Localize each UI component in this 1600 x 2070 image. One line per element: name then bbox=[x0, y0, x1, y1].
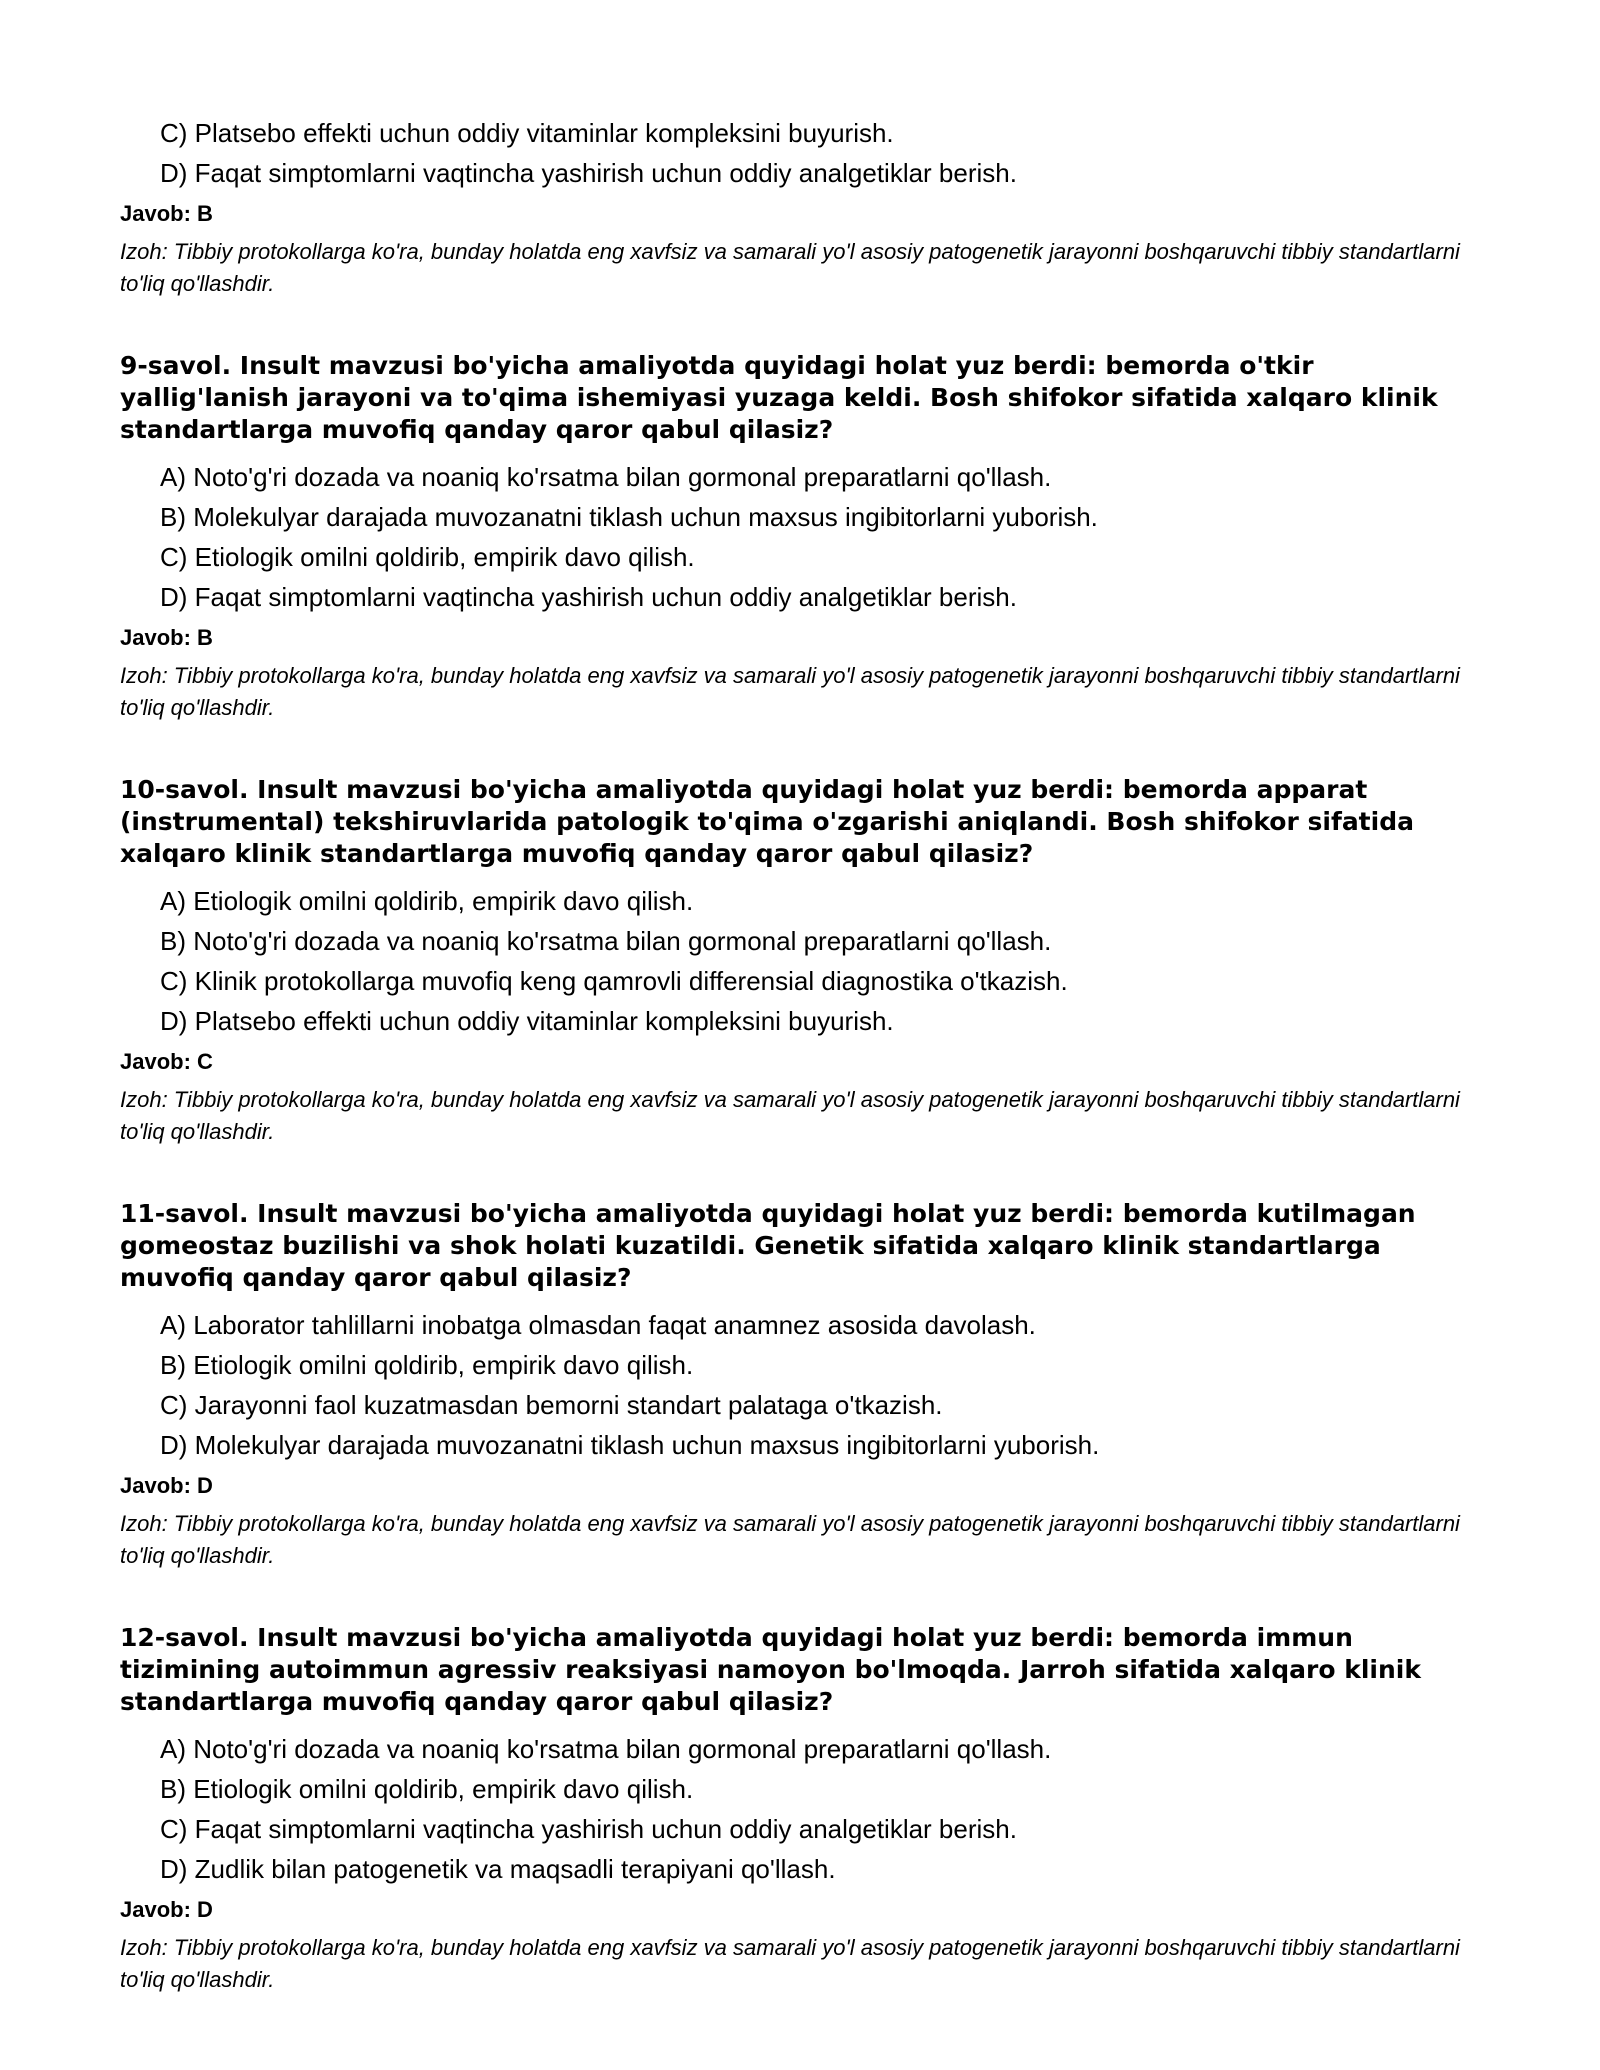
question-title: 10-savol. Insult mavzusi bo'yicha amaliyotda quyidagi holat yuz berdi: bemorda apparat (instrumental) tekshiruvlarida patologik to'qima o'zgarishi aniqlandi. Bosh shifokor sifatida xalqaro klinik standartlarga muvofiq qanday qaror qabul qilasiz? bbox=[120, 775, 1414, 868]
option-b: B) Molekulyar darajada muvozanatni tiklash uchun maxsus ingibitorlarni yuborish. bbox=[160, 502, 1098, 532]
answer-label: Javob: B bbox=[120, 201, 213, 226]
option-c: C) Platsebo effekti uchun oddiy vitaminlar kompleksini buyurish. bbox=[160, 118, 894, 148]
explanation-note: Izoh: Tibbiy protokollarga ko'ra, bunday holatda eng xavfsiz va samarali yo'l asosiy patogenetik jarayonni boshqaruvchi tibbiy standartlarni to'liq qo'llashdir. bbox=[120, 1511, 1460, 1568]
question-title: 9-savol. Insult mavzusi bo'yicha amaliyotda quyidagi holat yuz berdi: bemorda o'tkir yallig'lanish jarayoni va to'qima ishemiyasi yuzaga keldi. Bosh shifokor sifatida xalqaro klinik standartlarga muvofiq qanday qaror qabul qilasiz? bbox=[120, 351, 1438, 444]
option-a: A) Etiologik omilni qoldirib, empirik davo qilish. bbox=[160, 886, 694, 916]
explanation-note: Izoh: Tibbiy protokollarga ko'ra, bunday holatda eng xavfsiz va samarali yo'l asosiy patogenetik jarayonni boshqaruvchi tibbiy standartlarni to'liq qo'llashdir. bbox=[120, 1087, 1460, 1144]
question-title: 11-savol. Insult mavzusi bo'yicha amaliyotda quyidagi holat yuz berdi: bemorda kutilmagan gomeostaz buzilishi va shok holati kuzatildi. Genetik sifatida xalqaro klinik standartlarga muvofiq qanday qaror qabul qilasiz? bbox=[120, 1199, 1416, 1292]
question-11 bbox=[120, 1198, 1490, 1572]
question-12 bbox=[120, 1622, 1490, 1996]
option-d: D) Faqat simptomlarni vaqtincha yashirish uchun oddiy analgetiklar berish. bbox=[160, 582, 1017, 612]
option-b: B) Noto'g'ri dozada va noaniq ko'rsatma bilan gormonal preparatlarni qo'llash. bbox=[160, 926, 1052, 956]
answer-label: Javob: D bbox=[120, 1473, 213, 1498]
explanation-note: Izoh: Tibbiy protokollarga ko'ra, bunday holatda eng xavfsiz va samarali yo'l asosiy patogenetik jarayonni boshqaruvchi tibbiy standartlarni to'liq qo'llashdir. bbox=[120, 239, 1460, 296]
question-10 bbox=[120, 774, 1490, 1148]
option-c: C) Klinik protokollarga muvofiq keng qamrovli differensial diagnostika o'tkazish. bbox=[160, 966, 1068, 996]
answer-label: Javob: D bbox=[120, 1897, 213, 1922]
option-d: D) Platsebo effekti uchun oddiy vitaminlar kompleksini buyurish. bbox=[160, 1006, 894, 1036]
option-d: D) Molekulyar darajada muvozanatni tiklash uchun maxsus ingibitorlarni yuborish. bbox=[160, 1430, 1100, 1460]
answer-label: Javob: C bbox=[120, 1049, 213, 1074]
option-d: D) Faqat simptomlarni vaqtincha yashirish uchun oddiy analgetiklar berish. bbox=[160, 158, 1017, 188]
option-c: C) Etiologik omilni qoldirib, empirik davo qilish. bbox=[160, 542, 695, 572]
option-a: A) Noto'g'ri dozada va noaniq ko'rsatma bilan gormonal preparatlarni qo'llash. bbox=[160, 462, 1052, 492]
option-c: C) Faqat simptomlarni vaqtincha yashirish uchun oddiy analgetiklar berish. bbox=[160, 1814, 1017, 1844]
option-b: B) Etiologik omilni qoldirib, empirik davo qilish. bbox=[160, 1350, 694, 1380]
option-a: A) Laborator tahlillarni inobatga olmasdan faqat anamnez asosida davolash. bbox=[160, 1310, 1036, 1340]
previous-question-continuation bbox=[120, 118, 1490, 300]
option-a: A) Noto'g'ri dozada va noaniq ko'rsatma bilan gormonal preparatlarni qo'llash. bbox=[160, 1734, 1052, 1764]
option-b: B) Etiologik omilni qoldirib, empirik davo qilish. bbox=[160, 1774, 694, 1804]
explanation-note: Izoh: Tibbiy protokollarga ko'ra, bunday holatda eng xavfsiz va samarali yo'l asosiy patogenetik jarayonni boshqaruvchi tibbiy standartlarni to'liq qo'llashdir. bbox=[120, 1935, 1460, 1992]
answer-label: Javob: B bbox=[120, 625, 213, 650]
option-c: C) Jarayonni faol kuzatmasdan bemorni standart palataga o'tkazish. bbox=[160, 1390, 943, 1420]
option-d: D) Zudlik bilan patogenetik va maqsadli terapiyani qo'llash. bbox=[160, 1854, 836, 1884]
question-9 bbox=[120, 350, 1490, 724]
question-title: 12-savol. Insult mavzusi bo'yicha amaliyotda quyidagi holat yuz berdi: bemorda immun tizimining autoimmun agressiv reaksiyasi namoyon bo'lmoqda. Jarroh sifatida xalqaro klinik standartlarga muvofiq qanday qaror qabul qilasiz? bbox=[120, 1623, 1421, 1716]
explanation-note: Izoh: Tibbiy protokollarga ko'ra, bunday holatda eng xavfsiz va samarali yo'l asosiy patogenetik jarayonni boshqaruvchi tibbiy standartlarni to'liq qo'llashdir. bbox=[120, 663, 1460, 720]
document-page bbox=[120, 118, 1490, 1996]
